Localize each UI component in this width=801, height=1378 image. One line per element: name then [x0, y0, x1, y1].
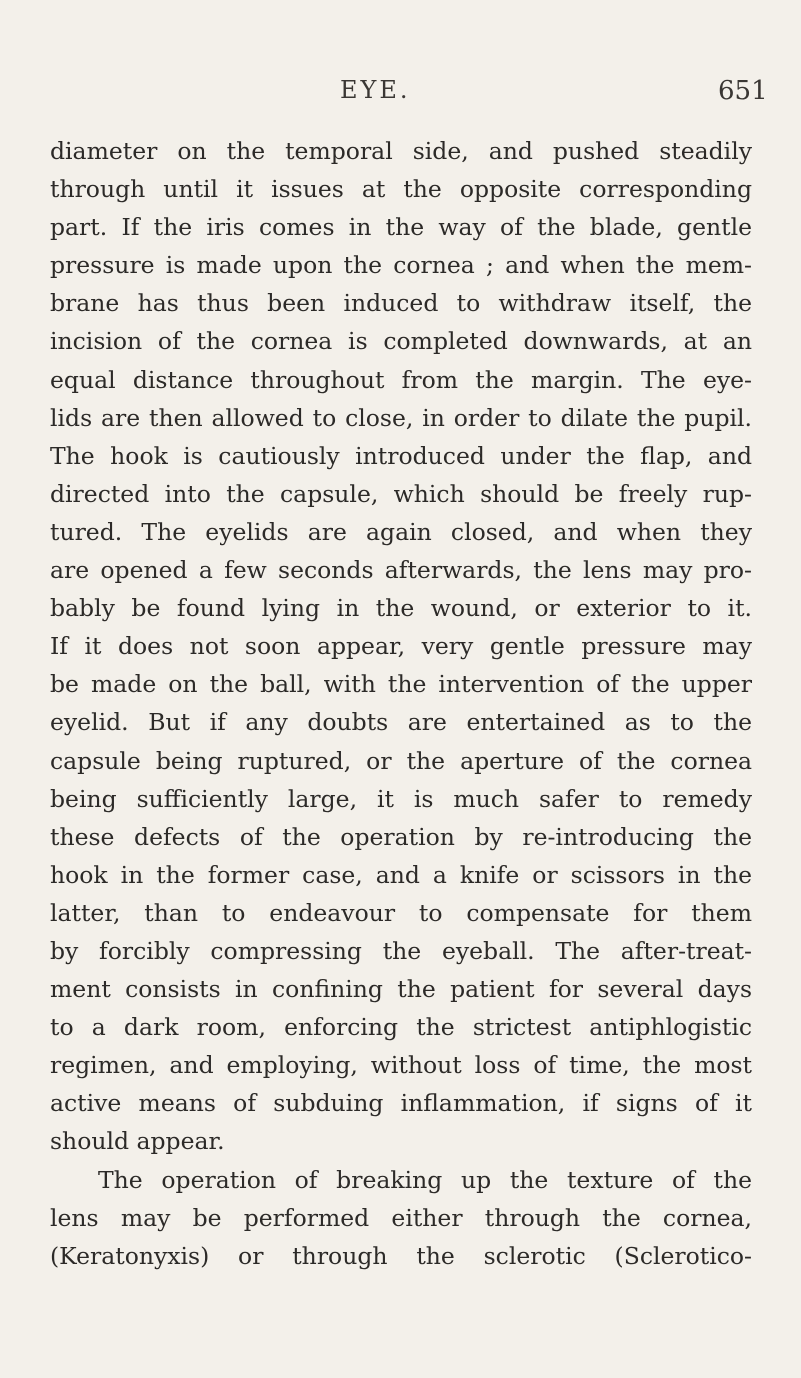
text-line: active means of subduing inflammation, if signs of it	[50, 1089, 752, 1118]
text-line: equal distance throughout from the margin. The eye-	[50, 365, 752, 394]
text-line: directed into the capsule, which should be freely rup-	[50, 479, 752, 508]
text-line: through until it issues at the opposite corresponding	[50, 175, 752, 204]
text-line: should appear.	[50, 1127, 225, 1156]
text-line: by forcibly compressing the eyeball. The after-treat-	[50, 936, 752, 965]
page-number: 651	[718, 76, 768, 106]
text-line: these defects of the operation by re-introducing the	[50, 822, 752, 851]
text-line: If it does not soon appear, very gentle pressure may	[50, 632, 752, 661]
text-line: ment consists in confining the patient for several days	[50, 975, 752, 1004]
text-line: part. If the iris comes in the way of the blade, gentle	[50, 213, 752, 242]
text-line: eyelid. But if any doubts are entertained as to the	[50, 708, 752, 737]
text-line: The hook is cautiously introduced under the flap, and	[50, 441, 752, 470]
text-line: incision of the cornea is completed downwards, at an	[50, 327, 752, 356]
running-head: EYE.	[340, 76, 411, 104]
text-line: pressure is made upon the cornea ; and when the mem-	[50, 251, 752, 280]
text-line: being sufficiently large, it is much safer to remedy	[50, 784, 752, 813]
text-line: be made on the ball, with the intervention of the upper	[50, 670, 752, 699]
text-line: diameter on the temporal side, and pushed steadily	[50, 137, 752, 165]
text-line: (Keratonyxis) or through the sclerotic (Sclerotico-	[50, 1241, 752, 1270]
text-line: regimen, and employing, without loss of time, the most	[50, 1051, 752, 1080]
text-line: lens may be performed either through the cornea,	[50, 1203, 752, 1232]
text-line: hook in the former case, and a knife or scissors in the	[50, 860, 752, 889]
text-line: brane has thus been induced to withdraw itself, the	[50, 289, 752, 318]
text-line: latter, than to endeavour to compensate for them	[50, 898, 752, 927]
text-line: to a dark room, enforcing the strictest antiphlogistic	[50, 1013, 752, 1042]
page-header	[0, 76, 801, 110]
text-line: capsule being ruptured, or the aperture of the cornea	[50, 746, 752, 775]
text-line: tured. The eyelids are again closed, and when they	[50, 517, 752, 546]
text-line: lids are then allowed to close, in order to dilate the pupil.	[50, 403, 752, 432]
text-line: The operation of breaking up the texture of the	[98, 1165, 752, 1194]
text-line: are opened a few seconds afterwards, the lens may pro-	[50, 556, 752, 585]
text-line: bably be found lying in the wound, or exterior to it.	[50, 594, 752, 623]
body-text	[50, 132, 752, 1275]
